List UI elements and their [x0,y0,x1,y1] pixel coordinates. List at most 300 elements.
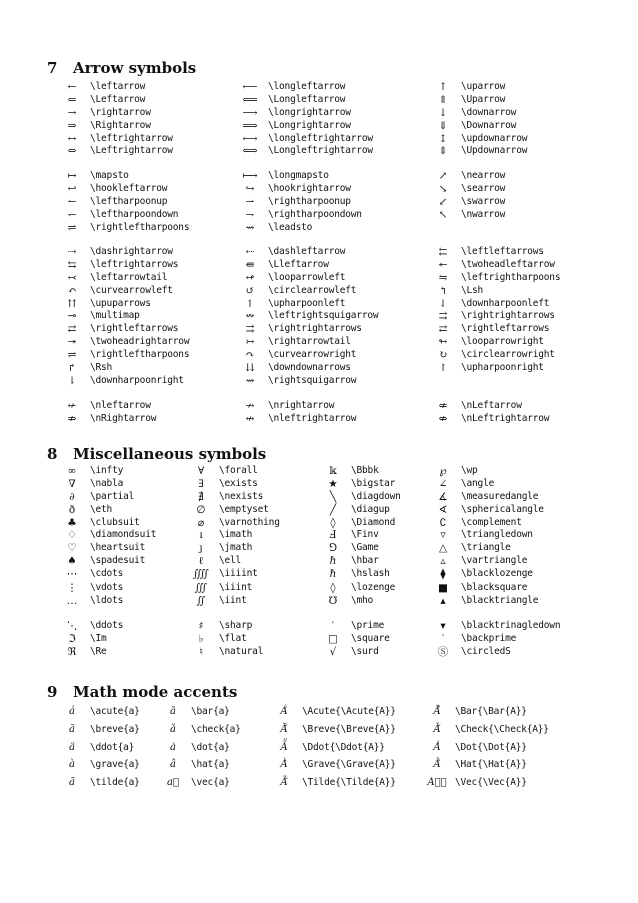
math-symbol: ∅ [196,503,206,516]
latex-command: \leftleftarrows [461,246,544,257]
latex-command: \leftrightsquigarrow [268,310,379,322]
latex-command: \Uparrow [461,93,506,105]
latex-command: \Finv [351,529,379,541]
latex-command: \diamondsuit [90,529,157,541]
latex-command: \longmapsto [268,170,329,181]
math-symbol: ã [69,777,75,789]
latex-command: \blacklozenge [461,568,533,580]
math-symbol: ↮ [245,412,255,425]
latex-command: \surd [351,645,379,657]
math-symbol: Ȧ̇ [433,741,441,753]
latex-command: \natural [219,645,264,657]
latex-command: \leftrightarrow [90,132,173,144]
math-symbol: Ä̈ [280,741,288,753]
latex-command: \hookrightarrow [268,182,351,194]
latex-command: \downharpoonleft [461,297,550,309]
section-heading [0,682,600,702]
math-symbol: ⇏ [67,412,77,425]
latex-command: \longleftarrow [268,81,346,92]
math-symbol: ♡ [67,542,77,555]
latex-command: \Longleftarrow [268,93,346,105]
latex-command: \upharpoonleft [268,297,346,309]
math-symbol: ← [67,81,77,93]
latex-command: \prime [351,620,385,631]
math-symbol: ↑ [438,81,448,93]
math-symbol: ⇉ [438,310,448,323]
latex-command: \triangle [461,542,511,554]
symbol-group [0,170,638,234]
math-symbol: ↾ [438,362,448,375]
latex-command: \multimap [90,310,140,322]
section-title: Miscellaneous symbols [73,445,267,463]
latex-command: \circlearrowleft [268,284,357,296]
symbol-row [0,183,638,196]
math-symbol: ȧ [170,741,176,753]
latex-command: \rightsquigarrow [268,374,357,386]
symbol-group [0,465,638,581]
latex-command: \Bar{\Bar{A}} [455,706,527,717]
latex-command: \looparrowright [461,336,544,348]
math-symbol: ↞ [438,258,448,271]
symbol-row [0,400,638,413]
latex-command: \searrow [461,182,506,194]
latex-command: \rightrightarrows [268,323,362,335]
latex-command: \heartsuit [90,542,146,554]
latex-command: \clubsuit [90,516,140,528]
latex-command: \Im [90,632,107,644]
symbol-row [0,362,638,375]
math-symbol: À̀ [280,759,288,771]
math-symbol: ◊ [330,582,336,594]
math-symbol: ■ [438,582,448,594]
latex-command: \ddot{a} [90,741,135,753]
latex-command: \nleftrightarrow [268,412,357,424]
math-symbol: ⇒ [67,119,77,132]
math-symbol: ↪ [245,182,255,195]
math-symbol: ♮ [199,645,203,658]
latex-command: \Leftrightarrow [90,145,173,157]
math-symbol: ℘ [439,465,447,477]
symbol-row [0,120,638,133]
math-symbol: ↱ [67,362,77,375]
latex-command: \jmath [219,542,253,554]
math-symbol: ↦ [67,170,77,182]
math-symbol: ⇂ [67,374,77,387]
math-symbol: ▿ [440,529,446,542]
latex-command: \diagup [351,503,390,515]
latex-command: \breve{a} [90,723,140,735]
latex-command: \infty [90,465,124,476]
symbol-row [0,774,638,792]
math-symbol: ♢ [67,529,77,542]
math-symbol: ♯ [198,620,204,632]
math-symbol: ⟸ [242,93,258,106]
math-symbol: ♣ [67,516,77,529]
math-symbol: ♭ [198,632,204,645]
symbol-row [0,196,638,209]
math-symbol: Ⓢ [437,645,449,658]
math-symbol: ↼ [67,195,77,208]
math-symbol: ⇁ [245,208,255,221]
latex-command: \rightleftarrows [90,323,179,335]
latex-command: \spadesuit [90,555,146,567]
latex-command: \partial [90,490,135,502]
latex-command: \mapsto [90,170,129,181]
latex-command: \blacksquare [461,582,528,593]
latex-command: \rightarrow [90,106,151,118]
latex-command: \Rsh [90,362,113,374]
latex-command: \blacktrinagledown [461,620,561,631]
math-symbol: ä [69,741,75,753]
math-symbol: ā [170,706,176,717]
math-symbol: ↗ [438,170,448,182]
latex-command: \leftharpoondown [90,208,179,220]
math-symbol: ℑ [68,632,76,645]
math-symbol: ⇌ [67,349,77,362]
latex-command: \nleftarrow [90,400,151,411]
math-symbol: ⇓ [438,119,448,132]
latex-command: \Diamond [351,516,396,528]
math-symbol: ⅁ [328,542,338,555]
symbol-row [0,582,638,595]
symbol-row [0,323,638,336]
latex-command: \cdots [90,568,124,580]
math-symbol: ∃ [198,477,204,490]
latex-command: \Updownarrow [461,145,528,157]
latex-command: \hat{a} [191,759,230,771]
math-symbol: √ [329,645,337,658]
symbol-row [0,465,638,478]
symbol-row [0,703,638,721]
math-symbol: ↺ [245,284,255,297]
symbol-row [0,81,638,94]
symbol-row [0,145,638,158]
math-symbol: ↽ [67,208,77,221]
math-symbol: ∄ [198,490,204,503]
latex-command: \leftharpoonup [90,195,168,207]
math-symbol: ↣ [245,336,255,349]
latex-command: \blacktriangle [461,594,539,606]
latex-command: \swarrow [461,195,506,207]
math-symbol: ⇆ [67,258,77,271]
math-symbol: ⇐ [67,93,77,106]
math-symbol: ⇄ [438,323,448,336]
latex-command: \curvearrowleft [90,284,173,296]
math-symbol: ⟼ [242,170,258,182]
latex-command: \downdownarrows [268,362,351,374]
math-symbol: ∁ [439,516,447,529]
math-symbol: ⟷ [242,132,258,145]
symbol-row [0,504,638,517]
symbol-row [0,739,638,757]
symbol-row [0,375,638,388]
latex-command: \angle [461,477,495,489]
symbol-row [0,246,638,259]
math-symbol: ⇚ [245,258,255,271]
math-symbol: A⃗⃗ [427,777,447,789]
latex-command: \exists [219,477,258,489]
section-number: 9 [47,683,58,701]
latex-command: \mho [351,594,374,606]
latex-command: \backprime [461,632,517,644]
latex-command: \ldots [90,594,124,606]
latex-command: \rightrightarrows [461,310,555,322]
math-symbol: ⇇ [438,246,448,258]
symbol-row [0,133,638,146]
latex-command: \longleftrightarrow [268,132,373,144]
latex-command: \upuparrows [90,297,151,309]
math-symbol: ă [69,723,75,735]
latex-command: \dot{a} [191,741,230,753]
math-symbol: ⇌ [67,221,77,234]
latex-command: \looparrowleft [268,271,346,283]
latex-command: \forall [219,465,258,476]
math-symbol: ⟺ [242,145,258,158]
latex-command: \Vec{\Vec{A}} [455,777,527,789]
math-symbol: ↔ [67,132,77,145]
symbol-group [0,703,638,792]
section-number: 8 [47,445,58,463]
latex-command: \rightleftharpoons [90,221,190,233]
symbol-row [0,209,638,222]
latex-command: \hookleftarrow [90,182,168,194]
symbol-row [0,222,638,235]
math-symbol: ⇄ [67,323,77,336]
math-symbol: ⧫ [440,568,446,581]
latex-command: \dashrightarrow [90,246,173,257]
math-symbol: ↢ [67,271,77,284]
math-symbol: ⇎ [438,412,448,425]
math-symbol: ∢ [438,503,448,516]
symbol-row [0,298,638,311]
latex-command: \leftarrow [90,81,146,92]
math-symbol: ℜ [67,645,77,658]
symbol-row [0,491,638,504]
latex-command: \leftrightarrows [90,258,179,270]
math-symbol: ∞ [67,465,77,477]
latex-command: \Game [351,542,379,554]
math-symbol: Ā̄ [433,706,441,717]
math-symbol: ▵ [440,555,446,568]
math-symbol: Ã̃ [280,777,288,789]
latex-command: \upharpoonright [461,362,544,374]
math-symbol: ↿ [245,297,255,310]
math-symbol: ↓ [438,106,448,119]
symbol-row [0,568,638,581]
latex-command: \lozenge [351,582,396,593]
section-heading [0,444,600,464]
math-symbol: ★ [328,477,338,490]
math-symbol: ↫ [245,271,255,284]
math-symbol: ▴ [440,594,446,607]
latex-command: \nearrow [461,170,506,181]
latex-command: \Longrightarrow [268,119,351,131]
symbol-group [0,400,638,426]
math-symbol: ǎ [170,723,176,735]
math-symbol: ⟵ [242,81,258,93]
math-symbol: ∡ [438,490,448,503]
latex-command: \square [351,632,390,644]
symbol-row [0,646,638,659]
latex-command: \iiint [219,582,253,593]
math-symbol: ∭ [194,582,208,594]
math-symbol: ⨌ [193,568,209,581]
latex-command: \Breve{\Breve{A}} [302,723,396,735]
math-symbol: ∂ [69,490,75,503]
math-symbol: ↩ [67,182,77,195]
latex-command: \uparrow [461,81,506,92]
latex-command: \Bbbk [351,465,379,476]
math-symbol: ⇀ [245,195,255,208]
latex-command: \Tilde{\Tilde{A}} [302,777,396,789]
latex-command: \bigstar [351,477,396,489]
symbol-row [0,285,638,298]
latex-command: \vec{a} [191,777,230,789]
math-symbol: ∇ [68,477,76,490]
symbol-group [0,81,638,158]
latex-command: \twoheadleftarrow [461,258,555,270]
latex-command: \hslash [351,568,390,580]
latex-command: \leftarrowtail [90,271,168,283]
latex-command: \nRightarrow [90,412,157,424]
symbol-row [0,94,638,107]
latex-command: \iiiint [219,568,258,580]
math-symbol: ⇝ [245,374,255,387]
math-symbol: ↚ [67,400,77,412]
latex-command: \bar{a} [191,706,230,717]
latex-command: \Lleftarrow [268,258,329,270]
math-symbol: ð [68,503,76,516]
latex-command: \grave{a} [90,759,140,771]
symbol-row [0,633,638,646]
symbol-row [0,478,638,491]
math-symbol: ⋯ [66,568,78,581]
math-symbol: a⃗ [167,777,179,789]
math-symbol: ′ [331,620,335,632]
latex-command: \longrightarrow [268,106,351,118]
math-symbol: ↶ [67,284,77,297]
math-symbol: ↙ [438,195,448,208]
latex-command: \flat [219,632,247,644]
latex-command: \imath [219,529,253,541]
latex-command: \tilde{a} [90,777,140,789]
latex-command: \sharp [219,620,253,631]
latex-command: \twoheadrightarrow [90,336,190,348]
latex-command: \ddots [90,620,124,631]
math-symbol: ı [199,529,203,542]
math-symbol: ⌀ [197,516,205,529]
math-symbol: ↰ [438,284,448,297]
latex-command: \iint [219,594,247,606]
symbol-row [0,620,638,633]
math-symbol: ▾ [440,620,446,632]
symbol-row [0,413,638,426]
latex-command: \nrightarrow [268,400,335,411]
latex-command: \emptyset [219,503,269,515]
symbol-row [0,310,638,323]
math-symbol: ⇉ [245,323,255,336]
math-symbol: ╲ [329,490,337,503]
math-symbol: ◊ [330,516,336,529]
latex-command: \vartriangle [461,555,528,567]
math-symbol: 𝕜 [329,465,337,477]
math-symbol: □ [328,632,338,645]
latex-command: \downarrow [461,106,517,118]
math-symbol: ⇕ [438,145,448,158]
latex-command: \measuredangle [461,490,539,502]
latex-command: \Re [90,645,107,657]
latex-command: \acute{a} [90,706,140,717]
math-symbol: ⇝ [245,221,255,234]
symbol-row [0,517,638,530]
math-symbol: ⋮ [66,582,78,594]
latex-command: \eth [90,503,113,515]
math-symbol: ȷ [199,542,203,555]
math-symbol: ⇔ [67,145,77,158]
section-title: Math mode accents [73,683,238,701]
latex-command: \updownarrow [461,132,528,144]
math-symbol: ↬ [438,336,448,349]
math-symbol: … [66,594,78,607]
latex-command: \Grave{\Grave{A}} [302,759,396,771]
math-symbol: Ǎ̌ [433,723,441,735]
math-symbol: ∬ [196,594,206,607]
math-symbol: ⇊ [245,362,255,375]
symbol-row [0,555,638,568]
math-symbol: ↛ [245,400,255,412]
math-symbol: ↕ [438,132,448,145]
math-symbol: ↻ [438,349,448,362]
latex-command: \complement [461,516,522,528]
latex-command: \Acute{\Acute{A}} [302,706,396,717]
latex-command: \vdots [90,582,124,593]
latex-command: \circlearrowright [461,349,555,361]
math-symbol: ♠ [67,555,77,568]
symbol-row [0,595,638,608]
math-symbol: ⇑ [438,93,448,106]
latex-command: \Longleftrightarrow [268,145,373,157]
math-symbol: Â̂ [433,759,441,771]
symbol-row [0,170,638,183]
latex-command: \nabla [90,477,124,489]
math-symbol: Ă̆ [280,723,288,735]
symbol-row [0,336,638,349]
math-symbol: ↖ [438,208,448,221]
latex-command: \ell [219,555,242,567]
section-heading [0,58,600,78]
latex-command: \Rightarrow [90,119,151,131]
math-symbol: ╱ [329,503,337,516]
latex-command: \rightharpoondown [268,208,362,220]
symbol-row [0,721,638,739]
latex-command: \Lsh [461,284,484,296]
symbol-row [0,107,638,120]
math-symbol: ⇢ [67,246,77,258]
math-symbol: á [69,706,75,717]
math-symbol: ‵ [441,632,445,645]
latex-command: \nLeftrightarrow [461,412,550,424]
latex-command: \dashleftarrow [268,246,346,257]
math-symbol: ℓ [198,555,204,568]
latex-command: \leftrightharpoons [461,271,561,283]
latex-command: \rightleftharpoons [90,349,190,361]
math-symbol: ∀ [197,465,205,477]
symbol-row [0,542,638,555]
math-symbol: ↠ [67,336,77,349]
math-symbol: Ⅎ [329,529,337,542]
latex-command: \downharpoonright [90,374,184,386]
latex-command: \wp [461,465,478,476]
